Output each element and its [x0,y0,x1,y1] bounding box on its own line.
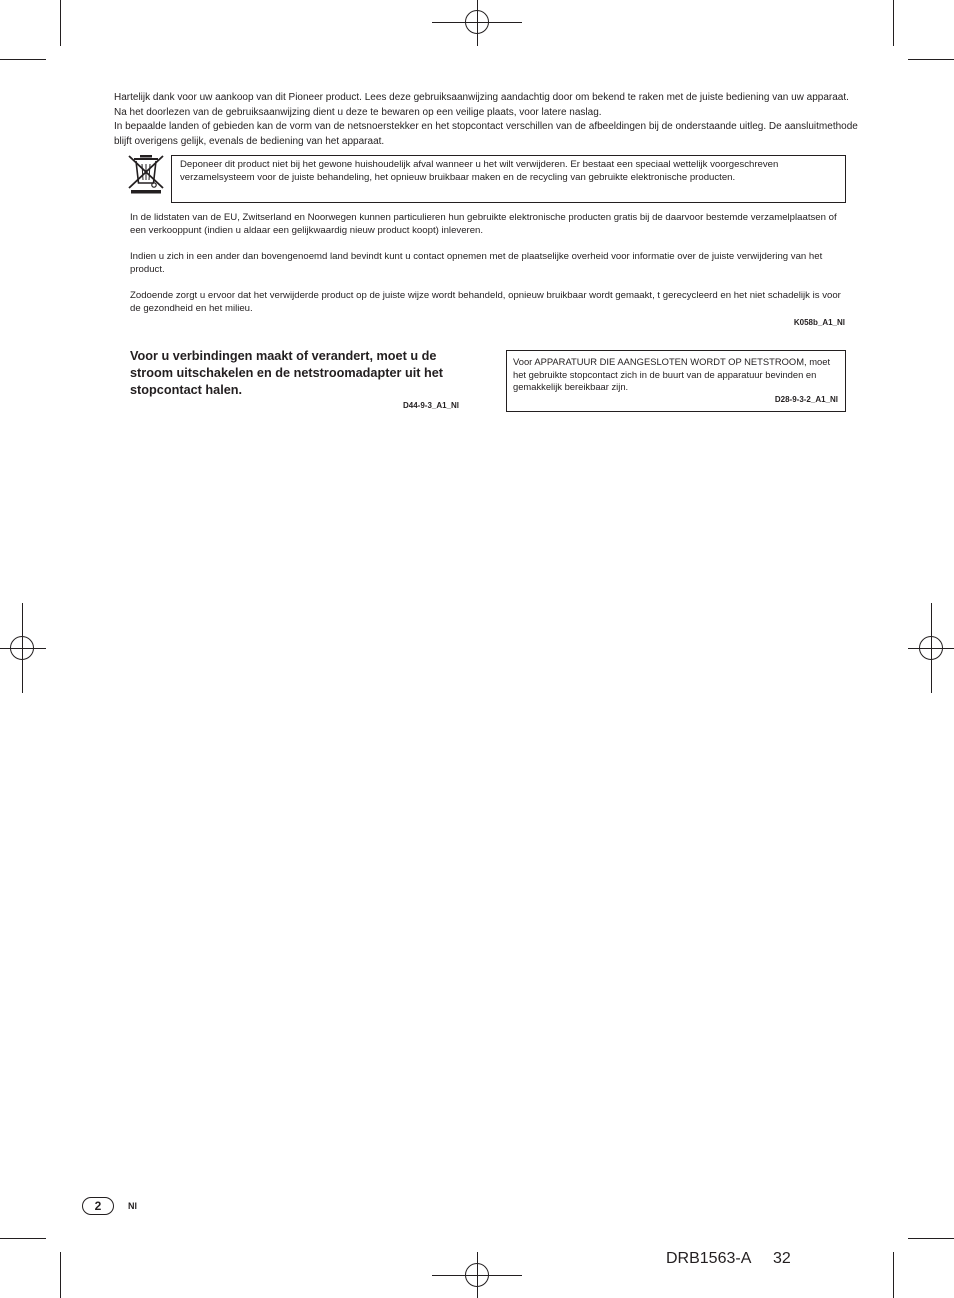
weee-code: K058b_A1_Nl [793,318,845,327]
document-id: DRB1563-A [666,1250,752,1267]
weee-paragraph-conclusion: Zodoende zorgt u ervoor dat het verwijderde product op de juiste wijze wordt behandeld, opnieuw bruikbaar wordt gemaakt, t gerecycleerd en het niet schadelijk is voor de gezondheid en het milieu. [130,290,841,314]
intro-paragraph-2: In bepaalde landen of gebieden kan de vorm van de netsnoerstekker en het stopcontact verschillen van de afbeeldingen bij de onderstaande uitleg. De aansluitmethode blijft overigens gelijk, evenals de bediening van het apparaat. [114,121,858,147]
warning-code: D44-9-3_A1_Nl [403,401,460,410]
mains-power-notice-code: D28-9-3-2_A1_Nl [774,395,838,405]
language-code: Nl [128,1201,137,1211]
mains-power-notice-text: Voor APPARATUUR DIE AANGESLOTEN WORDT OP NETSTROOM, moet het gebruikte stopcontact zich in de buurt van de apparatuur bevinden en gemakkelijk bereikbaar zijn. [513,356,831,393]
intro-text [114,91,860,149]
weee-disposal-box [171,155,846,203]
sheet-number: 32 [773,1250,791,1267]
weee-paragraph-other-country: Indien u zich in een ander dan bovengenoemd land bevindt kunt u contact opnemen met de plaatselijke overheid voor informatie over de juiste verwijdering van het product. [130,251,823,275]
disconnect-power-warning: Voor u verbindingen maakt of verandert, moet u de stroom uitschakelen en de netstroomadapter uit het stopcontact halen. [130,349,444,397]
weee-box-text: Deponeer dit product niet bij het gewone huishoudelijk afval wanneer u het wilt verwijderen. Er bestaat een speciaal wettelijk voorgeschreven verzamelsysteem voor de juiste behandeling, het opnieuw bruikbaar maken en de recycling van gebruikte elektronische producten. [180,159,779,183]
page-number: 2 [82,1197,114,1215]
crossed-out-wheelie-bin-icon [127,154,165,194]
intro-paragraph-1: Hartelijk dank voor uw aankoop van dit Pioneer product. Lees deze gebruiksaanwijzing aandachtig door om bekend te raken met de juiste bediening van uw apparaat. Na het doorlezen van de gebruiksaanwijzing dient u deze te bewaren op een veilige plaats, voor latere naslag. [114,92,849,118]
mains-power-notice-box [506,350,846,412]
weee-paragraph-eu: In de lidstaten van de EU, Zwitserland en Noorwegen kunnen particulieren hun gebruikte elektronische producten gratis bij de daarvoor bestemde verzamelplaatsen of een verkooppunt (indien u aldaar een gelijkwaardig nieuw product koopt) inleveren. [130,212,837,236]
